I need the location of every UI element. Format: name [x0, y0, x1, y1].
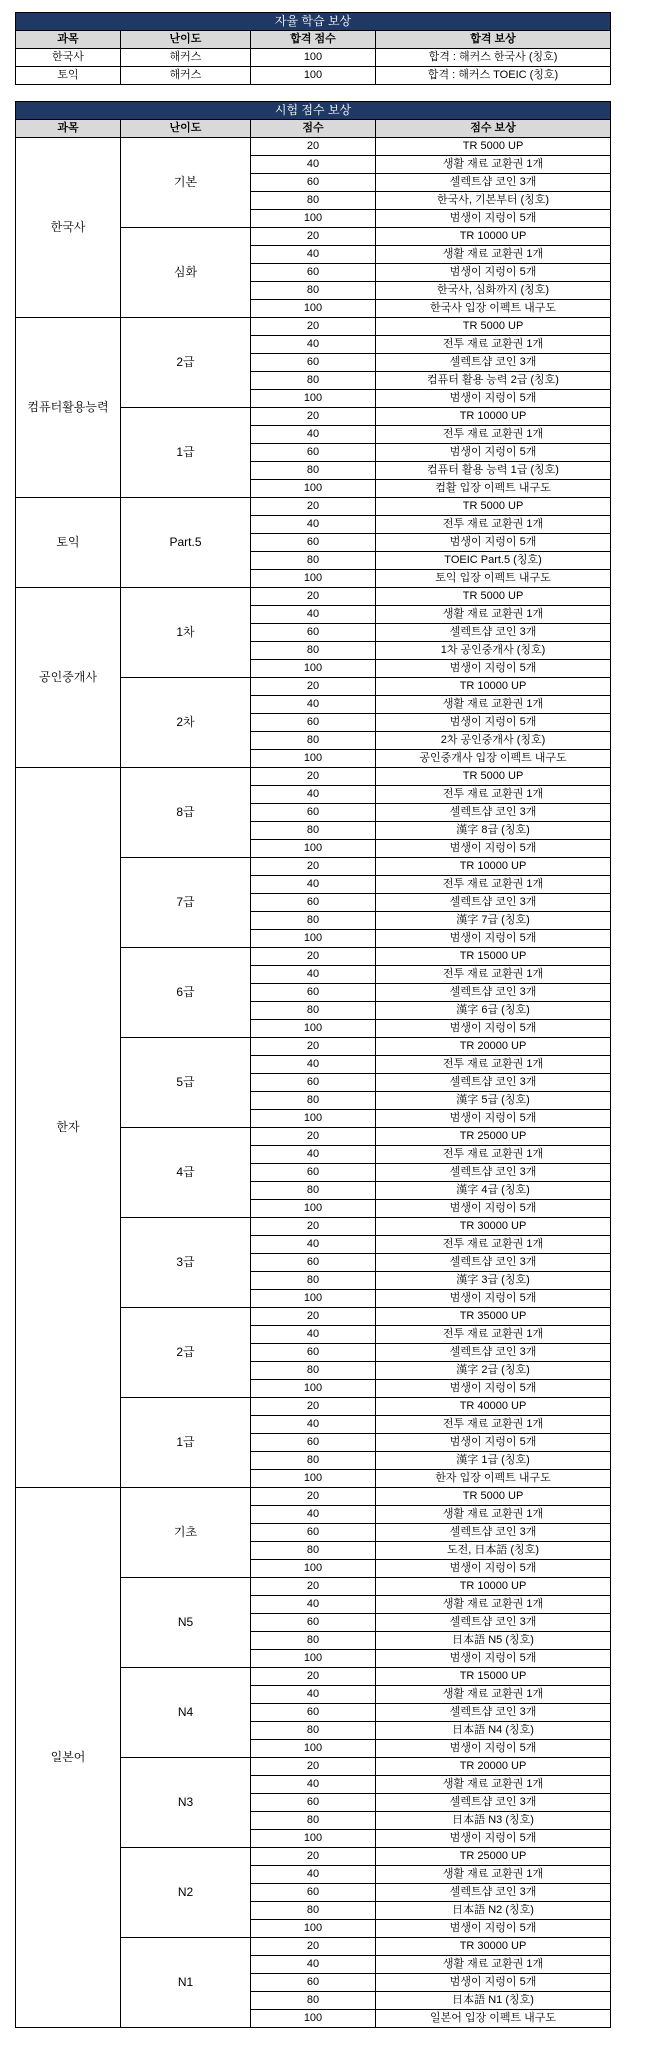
reward-cell: 생활 재료 교환권 1개 [376, 1506, 611, 1524]
reward-cell: 범생이 지렁이 5개 [376, 930, 611, 948]
score-cell: 60 [251, 354, 376, 372]
reward-cell: 범생이 지렁이 5개 [376, 444, 611, 462]
reward-cell: 도전, 日本語 (칭호) [376, 1542, 611, 1560]
difficulty-cell: 4급 [121, 1128, 251, 1218]
score-cell: 100 [251, 1920, 376, 1938]
reward-cell: 전투 재료 교환권 1개 [376, 786, 611, 804]
reward-cell: 전투 재료 교환권 1개 [376, 966, 611, 984]
header-pass-score: 합격 점수 [251, 31, 376, 49]
reward-cell: 범생이 지렁이 5개 [376, 1974, 611, 1992]
self-study-reward-table [15, 12, 611, 85]
score-cell: 100 [251, 480, 376, 498]
score-cell: 60 [251, 444, 376, 462]
score-cell: 20 [251, 1038, 376, 1056]
reward-cell: 셀렉트샵 코인 3개 [376, 1164, 611, 1182]
reward-cell: TR 5000 UP [376, 498, 611, 516]
score-cell: 100 [251, 67, 376, 85]
score-cell: 80 [251, 1992, 376, 2010]
reward-cell: 범생이 지렁이 5개 [376, 1740, 611, 1758]
score-cell: 80 [251, 552, 376, 570]
score-cell: 60 [251, 1434, 376, 1452]
reward-cell: 漢字 1급 (칭호) [376, 1452, 611, 1470]
score-cell: 80 [251, 642, 376, 660]
score-cell: 60 [251, 1794, 376, 1812]
score-cell: 20 [251, 1938, 376, 1956]
reward-cell: TR 10000 UP [376, 228, 611, 246]
reward-cell: 범생이 지렁이 5개 [376, 390, 611, 408]
score-cell: 20 [251, 1308, 376, 1326]
reward-cell: TR 10000 UP [376, 408, 611, 426]
reward-cell: 셀렉트샵 코인 3개 [376, 1344, 611, 1362]
score-cell: 60 [251, 174, 376, 192]
reward-cell: 日本語 N2 (칭호) [376, 1902, 611, 1920]
reward-cell: 漢字 5급 (칭호) [376, 1092, 611, 1110]
exam-table-body [16, 138, 611, 2028]
score-cell: 100 [251, 1290, 376, 1308]
reward-cell: TR 30000 UP [376, 1938, 611, 1956]
table-row [16, 138, 611, 156]
score-cell: 100 [251, 840, 376, 858]
reward-cell: 전투 재료 교환권 1개 [376, 1146, 611, 1164]
score-cell: 80 [251, 912, 376, 930]
exam-score-reward-table [15, 101, 611, 2028]
score-cell: 60 [251, 1344, 376, 1362]
subject-cell: 일본어 [16, 1488, 121, 2028]
score-cell: 20 [251, 678, 376, 696]
difficulty-cell: Part.5 [121, 498, 251, 588]
score-cell: 80 [251, 1542, 376, 1560]
score-cell: 100 [251, 1200, 376, 1218]
table-title-row [16, 13, 611, 31]
score-cell: 100 [251, 660, 376, 678]
difficulty-cell: 1급 [121, 1398, 251, 1488]
table-row [16, 318, 611, 336]
reward-cell: 漢字 2급 (칭호) [376, 1362, 611, 1380]
score-cell: 40 [251, 1596, 376, 1614]
difficulty-cell: 3급 [121, 1218, 251, 1308]
table-row [16, 1488, 611, 1506]
reward-cell: TR 35000 UP [376, 1308, 611, 1326]
reward-cell: 범생이 지렁이 5개 [376, 840, 611, 858]
reward-cell: 범생이 지렁이 5개 [376, 264, 611, 282]
reward-cell: 생활 재료 교환권 1개 [376, 1596, 611, 1614]
score-cell: 40 [251, 516, 376, 534]
reward-cell: 토익 입장 이펙트 내구도 [376, 570, 611, 588]
score-cell: 80 [251, 1272, 376, 1290]
reward-cell: 범생이 지렁이 5개 [376, 1200, 611, 1218]
score-cell: 40 [251, 1056, 376, 1074]
score-cell: 20 [251, 1758, 376, 1776]
score-cell: 80 [251, 1902, 376, 1920]
score-cell: 40 [251, 1326, 376, 1344]
reward-cell: 日本語 N3 (칭호) [376, 1812, 611, 1830]
score-cell: 20 [251, 138, 376, 156]
score-cell: 40 [251, 1866, 376, 1884]
difficulty-cell: N3 [121, 1758, 251, 1848]
reward-cell: 日本語 N5 (칭호) [376, 1632, 611, 1650]
header-difficulty: 난이도 [121, 120, 251, 138]
score-cell: 100 [251, 210, 376, 228]
self-study-title: 자율 학습 보상 [16, 13, 611, 31]
score-cell: 80 [251, 282, 376, 300]
difficulty-cell: 기초 [121, 1488, 251, 1578]
score-cell: 80 [251, 192, 376, 210]
score-cell: 20 [251, 1398, 376, 1416]
reward-cell: 범생이 지렁이 5개 [376, 1020, 611, 1038]
reward-cell: TR 5000 UP [376, 588, 611, 606]
table-row [16, 588, 611, 606]
reward-cell: 범생이 지렁이 5개 [376, 1290, 611, 1308]
score-cell: 60 [251, 1974, 376, 1992]
score-cell: 100 [251, 1110, 376, 1128]
reward-cell: 생활 재료 교환권 1개 [376, 696, 611, 714]
score-cell: 100 [251, 49, 376, 67]
reward-cell: 생활 재료 교환권 1개 [376, 246, 611, 264]
score-cell: 40 [251, 336, 376, 354]
score-cell: 80 [251, 462, 376, 480]
difficulty-cell: 7급 [121, 858, 251, 948]
reward-cell: TR 25000 UP [376, 1128, 611, 1146]
score-cell: 100 [251, 750, 376, 768]
reward-cell: 전투 재료 교환권 1개 [376, 426, 611, 444]
reward-cell: 범생이 지렁이 5개 [376, 1920, 611, 1938]
score-cell: 20 [251, 228, 376, 246]
difficulty-cell: 2급 [121, 318, 251, 408]
reward-cell: 셀렉트샵 코인 3개 [376, 1254, 611, 1272]
reward-cell: 범생이 지렁이 5개 [376, 1380, 611, 1398]
score-cell: 60 [251, 714, 376, 732]
reward-cell: 셀렉트샵 코인 3개 [376, 624, 611, 642]
difficulty-cell: 기본 [121, 138, 251, 228]
score-cell: 100 [251, 1020, 376, 1038]
reward-cell: 셀렉트샵 코인 3개 [376, 1074, 611, 1092]
reward-cell: TR 25000 UP [376, 1848, 611, 1866]
reward-cell: 漢字 3급 (칭호) [376, 1272, 611, 1290]
score-cell: 20 [251, 408, 376, 426]
difficulty-cell: 1급 [121, 408, 251, 498]
reward-cell: 한국사, 기본부터 (칭호) [376, 192, 611, 210]
subject-cell: 한자 [16, 768, 121, 1488]
table-header-row [16, 120, 611, 138]
reward-cell: TR 40000 UP [376, 1398, 611, 1416]
difficulty-cell: 5급 [121, 1038, 251, 1128]
score-cell: 100 [251, 930, 376, 948]
score-cell: 40 [251, 876, 376, 894]
score-cell: 20 [251, 1848, 376, 1866]
reward-cell: 합격 : 해커스 TOEIC (칭호) [376, 67, 611, 85]
reward-cell: 범생이 지렁이 5개 [376, 1650, 611, 1668]
reward-cell: TR 5000 UP [376, 318, 611, 336]
reward-cell: TR 10000 UP [376, 858, 611, 876]
score-cell: 40 [251, 966, 376, 984]
score-cell: 60 [251, 624, 376, 642]
score-cell: 100 [251, 570, 376, 588]
score-cell: 80 [251, 732, 376, 750]
score-cell: 80 [251, 1092, 376, 1110]
score-cell: 40 [251, 1776, 376, 1794]
subject-cell: 한국사 [16, 138, 121, 318]
header-difficulty: 난이도 [121, 31, 251, 49]
reward-cell: 컴퓨터 활용 능력 1급 (칭호) [376, 462, 611, 480]
reward-cell: 셀렉트샵 코인 3개 [376, 354, 611, 372]
score-cell: 60 [251, 534, 376, 552]
reward-cell: TOEIC Part.5 (칭호) [376, 552, 611, 570]
reward-cell: TR 10000 UP [376, 678, 611, 696]
score-cell: 60 [251, 804, 376, 822]
table-row [16, 67, 611, 85]
reward-cell: 셀렉트샵 코인 3개 [376, 174, 611, 192]
reward-cell: 漢字 6급 (칭호) [376, 1002, 611, 1020]
score-cell: 40 [251, 786, 376, 804]
score-cell: 40 [251, 1416, 376, 1434]
score-cell: 60 [251, 984, 376, 1002]
difficulty-cell: N1 [121, 1938, 251, 2028]
reward-cell: 범생이 지렁이 5개 [376, 1434, 611, 1452]
score-cell: 80 [251, 372, 376, 390]
reward-cell: 셀렉트샵 코인 3개 [376, 894, 611, 912]
header-score-reward: 점수 보상 [376, 120, 611, 138]
score-cell: 80 [251, 1182, 376, 1200]
score-cell: 100 [251, 2010, 376, 2028]
reward-cell: TR 5000 UP [376, 768, 611, 786]
reward-cell: 셀렉트샵 코인 3개 [376, 804, 611, 822]
subject-cell: 한국사 [16, 49, 121, 67]
reward-cell: 전투 재료 교환권 1개 [376, 1416, 611, 1434]
score-cell: 60 [251, 1524, 376, 1542]
difficulty-cell: N4 [121, 1668, 251, 1758]
score-cell: 40 [251, 1686, 376, 1704]
reward-cell: TR 30000 UP [376, 1218, 611, 1236]
score-cell: 100 [251, 1380, 376, 1398]
reward-cell: 범생이 지렁이 5개 [376, 1560, 611, 1578]
header-pass-reward: 합격 보상 [376, 31, 611, 49]
score-cell: 80 [251, 1002, 376, 1020]
score-cell: 60 [251, 1884, 376, 1902]
score-cell: 60 [251, 894, 376, 912]
header-score: 점수 [251, 120, 376, 138]
difficulty-cell: 1차 [121, 588, 251, 678]
subject-cell: 토익 [16, 498, 121, 588]
reward-cell: 생활 재료 교환권 1개 [376, 1956, 611, 1974]
difficulty-cell: N2 [121, 1848, 251, 1938]
reward-cell: 전투 재료 교환권 1개 [376, 1056, 611, 1074]
reward-cell: 범생이 지렁이 5개 [376, 210, 611, 228]
reward-cell: 한국사 입장 이펙트 내구도 [376, 300, 611, 318]
table-header-row [16, 31, 611, 49]
reward-cell: 전투 재료 교환권 1개 [376, 876, 611, 894]
table-row [16, 768, 611, 786]
reward-cell: 한국사, 심화까지 (칭호) [376, 282, 611, 300]
reward-cell: 2차 공인중개사 (칭호) [376, 732, 611, 750]
reward-cell: 컴퓨터 활용 능력 2급 (칭호) [376, 372, 611, 390]
subject-cell: 토익 [16, 67, 121, 85]
score-cell: 40 [251, 606, 376, 624]
reward-cell: 생활 재료 교환권 1개 [376, 1776, 611, 1794]
reward-cell: 漢字 8급 (칭호) [376, 822, 611, 840]
reward-cell: 셀렉트샵 코인 3개 [376, 1704, 611, 1722]
reward-cell: 생활 재료 교환권 1개 [376, 1686, 611, 1704]
score-cell: 20 [251, 1578, 376, 1596]
reward-cell: 범생이 지렁이 5개 [376, 660, 611, 678]
reward-cell: 전투 재료 교환권 1개 [376, 516, 611, 534]
reward-cell: 1차 공인중개사 (칭호) [376, 642, 611, 660]
reward-cell: 생활 재료 교환권 1개 [376, 156, 611, 174]
reward-cell: 범생이 지렁이 5개 [376, 534, 611, 552]
score-cell: 40 [251, 246, 376, 264]
difficulty-cell: 2급 [121, 1308, 251, 1398]
score-cell: 60 [251, 1164, 376, 1182]
reward-cell: 한자 입장 이펙트 내구도 [376, 1470, 611, 1488]
score-cell: 80 [251, 1812, 376, 1830]
score-cell: 40 [251, 1956, 376, 1974]
reward-cell: 漢字 4급 (칭호) [376, 1182, 611, 1200]
reward-cell: 일본어 입장 이펙트 내구도 [376, 2010, 611, 2028]
reward-cell: 셀렉트샵 코인 3개 [376, 1794, 611, 1812]
reward-cell: 범생이 지렁이 5개 [376, 1110, 611, 1128]
reward-cell: 범생이 지렁이 5개 [376, 714, 611, 732]
score-cell: 20 [251, 858, 376, 876]
score-cell: 100 [251, 390, 376, 408]
reward-cell: 전투 재료 교환권 1개 [376, 336, 611, 354]
reward-cell: 漢字 7급 (칭호) [376, 912, 611, 930]
reward-cell: 셀렉트샵 코인 3개 [376, 1524, 611, 1542]
score-cell: 20 [251, 1218, 376, 1236]
reward-cell: 합격 : 해커스 한국사 (칭호) [376, 49, 611, 67]
score-cell: 100 [251, 1650, 376, 1668]
reward-cell: TR 15000 UP [376, 948, 611, 966]
score-cell: 20 [251, 768, 376, 786]
reward-cell: 셀렉트샵 코인 3개 [376, 1884, 611, 1902]
score-cell: 80 [251, 1722, 376, 1740]
exam-title: 시험 점수 보상 [16, 102, 611, 120]
score-cell: 60 [251, 1614, 376, 1632]
score-cell: 20 [251, 588, 376, 606]
table-row [16, 49, 611, 67]
reward-cell: 생활 재료 교환권 1개 [376, 1866, 611, 1884]
reward-cell: 전투 재료 교환권 1개 [376, 1326, 611, 1344]
score-cell: 20 [251, 318, 376, 336]
reward-cell: 생활 재료 교환권 1개 [376, 606, 611, 624]
reward-cell: 日本語 N4 (칭호) [376, 1722, 611, 1740]
difficulty-cell: 심화 [121, 228, 251, 318]
difficulty-cell: 8급 [121, 768, 251, 858]
score-cell: 100 [251, 300, 376, 318]
score-cell: 40 [251, 696, 376, 714]
score-cell: 60 [251, 1704, 376, 1722]
reward-cell: TR 15000 UP [376, 1668, 611, 1686]
reward-cell: TR 5000 UP [376, 1488, 611, 1506]
score-cell: 40 [251, 1236, 376, 1254]
reward-cell: 전투 재료 교환권 1개 [376, 1236, 611, 1254]
score-cell: 80 [251, 1362, 376, 1380]
reward-cell: 셀렉트샵 코인 3개 [376, 984, 611, 1002]
reward-cell: TR 5000 UP [376, 138, 611, 156]
score-cell: 20 [251, 1128, 376, 1146]
difficulty-cell: 해커스 [121, 49, 251, 67]
score-cell: 100 [251, 1740, 376, 1758]
score-cell: 40 [251, 1146, 376, 1164]
difficulty-cell: 해커스 [121, 67, 251, 85]
difficulty-cell: N5 [121, 1578, 251, 1668]
score-cell: 60 [251, 1074, 376, 1092]
reward-cell: 셀렉트샵 코인 3개 [376, 1614, 611, 1632]
subject-cell: 컴퓨터활용능력 [16, 318, 121, 498]
reward-cell: TR 10000 UP [376, 1578, 611, 1596]
score-cell: 40 [251, 156, 376, 174]
table-title-row [16, 102, 611, 120]
score-cell: 60 [251, 264, 376, 282]
score-cell: 100 [251, 1560, 376, 1578]
score-cell: 80 [251, 822, 376, 840]
score-cell: 100 [251, 1830, 376, 1848]
difficulty-cell: 2차 [121, 678, 251, 768]
score-cell: 80 [251, 1632, 376, 1650]
score-cell: 20 [251, 948, 376, 966]
score-cell: 60 [251, 1254, 376, 1272]
header-subject: 과목 [16, 31, 121, 49]
score-cell: 40 [251, 1506, 376, 1524]
reward-cell: TR 20000 UP [376, 1758, 611, 1776]
reward-cell: 범생이 지렁이 5개 [376, 1830, 611, 1848]
reward-cell: TR 20000 UP [376, 1038, 611, 1056]
reward-cell: 공인중개사 입장 이펙트 내구도 [376, 750, 611, 768]
subject-cell: 공인중개사 [16, 588, 121, 768]
score-cell: 100 [251, 1470, 376, 1488]
table-row [16, 498, 611, 516]
score-cell: 20 [251, 498, 376, 516]
reward-cell: 日本語 N1 (칭호) [376, 1992, 611, 2010]
header-subject: 과목 [16, 120, 121, 138]
score-cell: 40 [251, 426, 376, 444]
score-cell: 20 [251, 1668, 376, 1686]
reward-cell: 컴활 입장 이펙트 내구도 [376, 480, 611, 498]
score-cell: 80 [251, 1452, 376, 1470]
difficulty-cell: 6급 [121, 948, 251, 1038]
score-cell: 20 [251, 1488, 376, 1506]
